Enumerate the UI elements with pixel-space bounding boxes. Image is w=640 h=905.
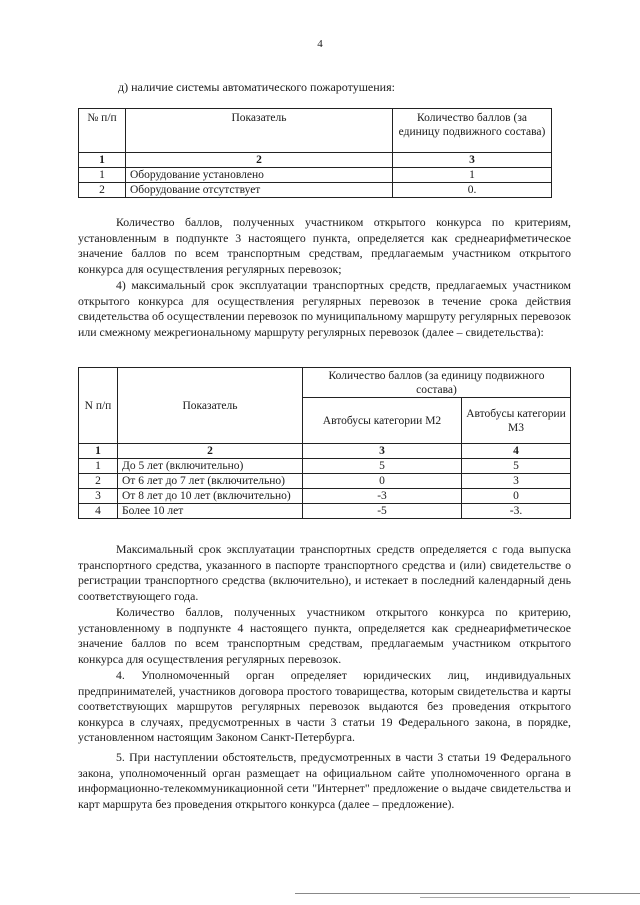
paragraph [78,750,571,812]
paragraph-text: Количество баллов, полученных участником открытого конкурса по критериям, установленным в подпункте 3 настоящего пункта, определяется как среднеарифметическое значение баллов по всем транспортным средствам, предлагаемым участником открытого конкурса для осуществления регулярных перевозок; [78,215,571,276]
fire-system-table [78,108,552,198]
row-indicator: От 6 лет до 7 лет (включительно) [118,474,303,489]
row-num: 2 [79,183,126,198]
row-score: 1 [393,168,552,183]
t2-header-m3: Автобусы категории М3 [462,398,571,444]
vehicle-age-table [78,367,571,519]
row-indicator: От 8 лет до 10 лет (включительно) [118,489,303,504]
t1-numbering-cell: 3 [393,153,552,168]
row-indicator: Оборудование установлено [126,168,393,183]
t2-numbering-cell: 1 [79,444,118,459]
row-indicator: Оборудование отсутствует [126,183,393,198]
t1-header-num: № п/п [79,109,126,153]
t2-header-num: N п/п [79,368,118,444]
t1-header-indicator: Показатель [126,109,393,153]
section-d-heading: д) наличие системы автоматического пожаротушения: [118,80,395,94]
row-m2: 5 [303,459,462,474]
paragraph [78,542,571,604]
paragraph-text: 4. Уполномоченный орган определяет юридических лиц, индивидуальных предпринимателей, участников договора простого товарищества, которым свидетельства и карты соответствующих маршрутов регулярных перевозок выдаются без проведения открытого конкурса в случаях, предусмотренных в части 3 статьи 19 Федерального закона, в порядке, установленном настоящим Законом Санкт-Петербурга. [78,668,571,745]
footer-rule [420,897,570,898]
row-m3: 3 [462,474,571,489]
paragraph-text: Максимальный срок эксплуатации транспортных средств определяется с года выпуска транспортного средства, указанного в паспорте транспортного средства и (или) свидетельстве о регистрации транспортного средства (включительно), и истекает в последний календарный день соответствующего года. [78,542,571,603]
table-row [79,504,571,519]
page-number: 4 [317,38,323,50]
table-row [79,474,571,489]
row-num: 2 [79,474,118,489]
paragraph-text: 5. При наступлении обстоятельств, предусмотренных в части 3 статьи 19 Федерального закона, уполномоченный орган размещает на официальном сайте уполномоченного органа в информационно-телекоммуникационной сети "Интернет" предложение о выдаче свидетельства и карт маршрута без проведения открытого конкурса (далее – предложение). [78,750,571,811]
t2-numbering-cell: 4 [462,444,571,459]
row-m2: -3 [303,489,462,504]
paragraph [78,215,571,277]
row-m2: -5 [303,504,462,519]
paragraph [78,605,571,667]
paragraph-text: Количество баллов, полученных участником открытого конкурса по критерию, установленному в подпункте 4 настоящего пункта, определяется как среднеарифметическое значение баллов по всем транспортным средствам, предлагаемым участником открытого конкурса для осуществления регулярных перевозок. [78,605,571,666]
paragraph [78,668,571,746]
paragraph [78,278,571,340]
row-num: 1 [79,459,118,474]
row-m3: -3. [462,504,571,519]
table-row [79,168,552,183]
row-m3: 5 [462,459,571,474]
table-row [79,183,552,198]
t2-header-indicator: Показатель [118,368,303,444]
row-num: 4 [79,504,118,519]
t1-numbering-cell: 1 [79,153,126,168]
t2-numbering-cell: 3 [303,444,462,459]
row-num: 1 [79,168,126,183]
row-num: 3 [79,489,118,504]
row-m2: 0 [303,474,462,489]
row-score: 0. [393,183,552,198]
t2-numbering-cell: 2 [118,444,303,459]
row-indicator: До 5 лет (включительно) [118,459,303,474]
t2-header-m2: Автобусы категории М2 [303,398,462,444]
row-m3: 0 [462,489,571,504]
table-row [79,459,571,474]
footer-rule [295,893,640,894]
t2-header-group: Количество баллов (за единицу подвижного состава) [303,368,571,398]
table-row [79,489,571,504]
paragraph-text: 4) максимальный срок эксплуатации транспортных средств, предлагаемых участником открытого конкурса для осуществления регулярных перевозок в течение срока действия свидетельства об осуществлении перевозок по муниципальному маршруту регулярных перевозок или смежному межрегиональному маршруту регулярных перевозок (далее – свидетельства): [78,278,571,339]
t1-header-score: Количество баллов (за единицу подвижного состава) [393,109,552,153]
t1-numbering-cell: 2 [126,153,393,168]
row-indicator: Более 10 лет [118,504,303,519]
